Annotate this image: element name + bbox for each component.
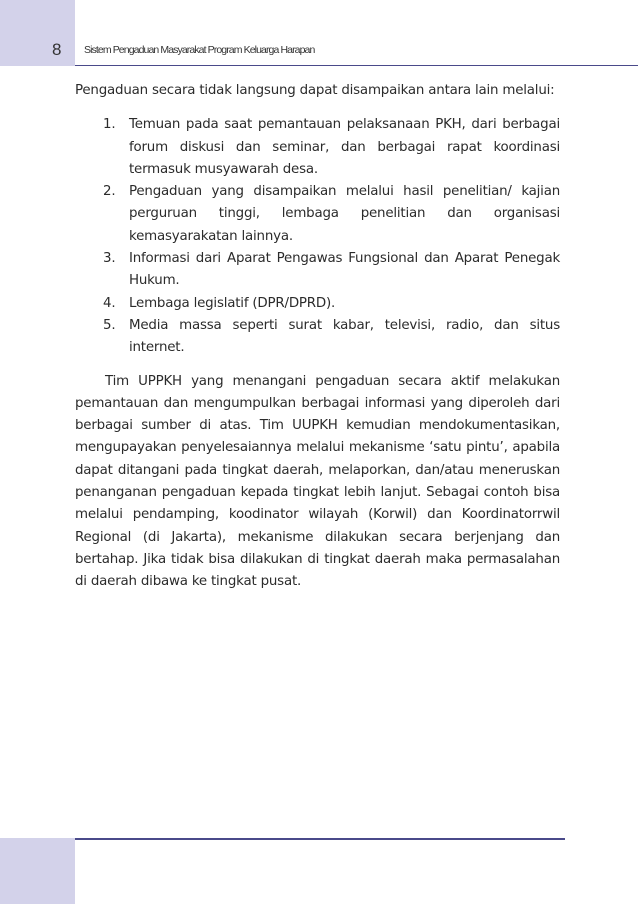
list-item-text: Media massa seperti surat kabar, televisi, radio, dan situs internet. [129,317,560,356]
list-item-number: 3. [103,251,116,267]
footer-rule [75,838,565,840]
list-item-number: 5. [103,317,116,333]
list-item-number: 4. [103,295,116,311]
list-item-number: 1. [103,117,116,133]
page-body [75,80,560,594]
body-paragraph: Tim UPPKH yang menangani pengaduan secara aktif melakukan pemantauan dan mengumpulkan berbagai informasi yang diperoleh dari berbagai sumber di atas. Tim UUPKH kemudian mendokumentasikan, mengupayakan penyelesaiannya melalui mekanisme ‘satu pintu’, apabila dapat ditangani pada tingkat daerah, melaporkan, dan/atau meneruskan penanganan pengaduan kepada tingkat lebih lanjut. Sebagai contoh bisa melalui pendamping, koodinator wilayah (Korwil) dan Koordinatorrwil Regional (di Jakarta), mekanisme dilakukan secara berjenjang dan bertahap. Jika tidak bisa dilakukan di tingkat daerah maka permasalahan di daerah dibawa ke tingkat pusat. [75,373,560,590]
list-item-number: 2. [103,184,116,200]
list-item [75,181,560,248]
list-item-text: Informasi dari Aparat Pengawas Fungsional dan Aparat Penegak Hukum. [129,251,560,289]
list-item [75,293,560,315]
margin-band-top [0,0,75,66]
running-title: Sistem Pengaduan Masyarakat Program Keluarga Harapan [84,44,315,56]
page-number: 8 [52,40,62,59]
header-rule [75,65,638,66]
margin-band-bottom [0,838,75,904]
channel-list [75,114,560,359]
list-item [75,248,560,293]
list-item [75,315,560,360]
list-item [75,114,560,181]
list-item-text: Lembaga legislatif (DPR/DPRD). [129,295,336,311]
list-item-text: Temuan pada saat pemantauan pelaksanaan PKH, dari berbagai forum diskusi dan seminar, dan berbagai rapat koordinasi termasuk musyawarah desa. [129,117,560,177]
intro-text: Pengaduan secara tidak langsung dapat disampaikan antara lain melalui: [75,83,555,98]
list-item-text: Pengaduan yang disampaikan melalui hasil penelitian/ kajian perguruan tinggi, lembaga penelitian dan organisasi kemasyarakatan lainnya. [129,184,560,244]
